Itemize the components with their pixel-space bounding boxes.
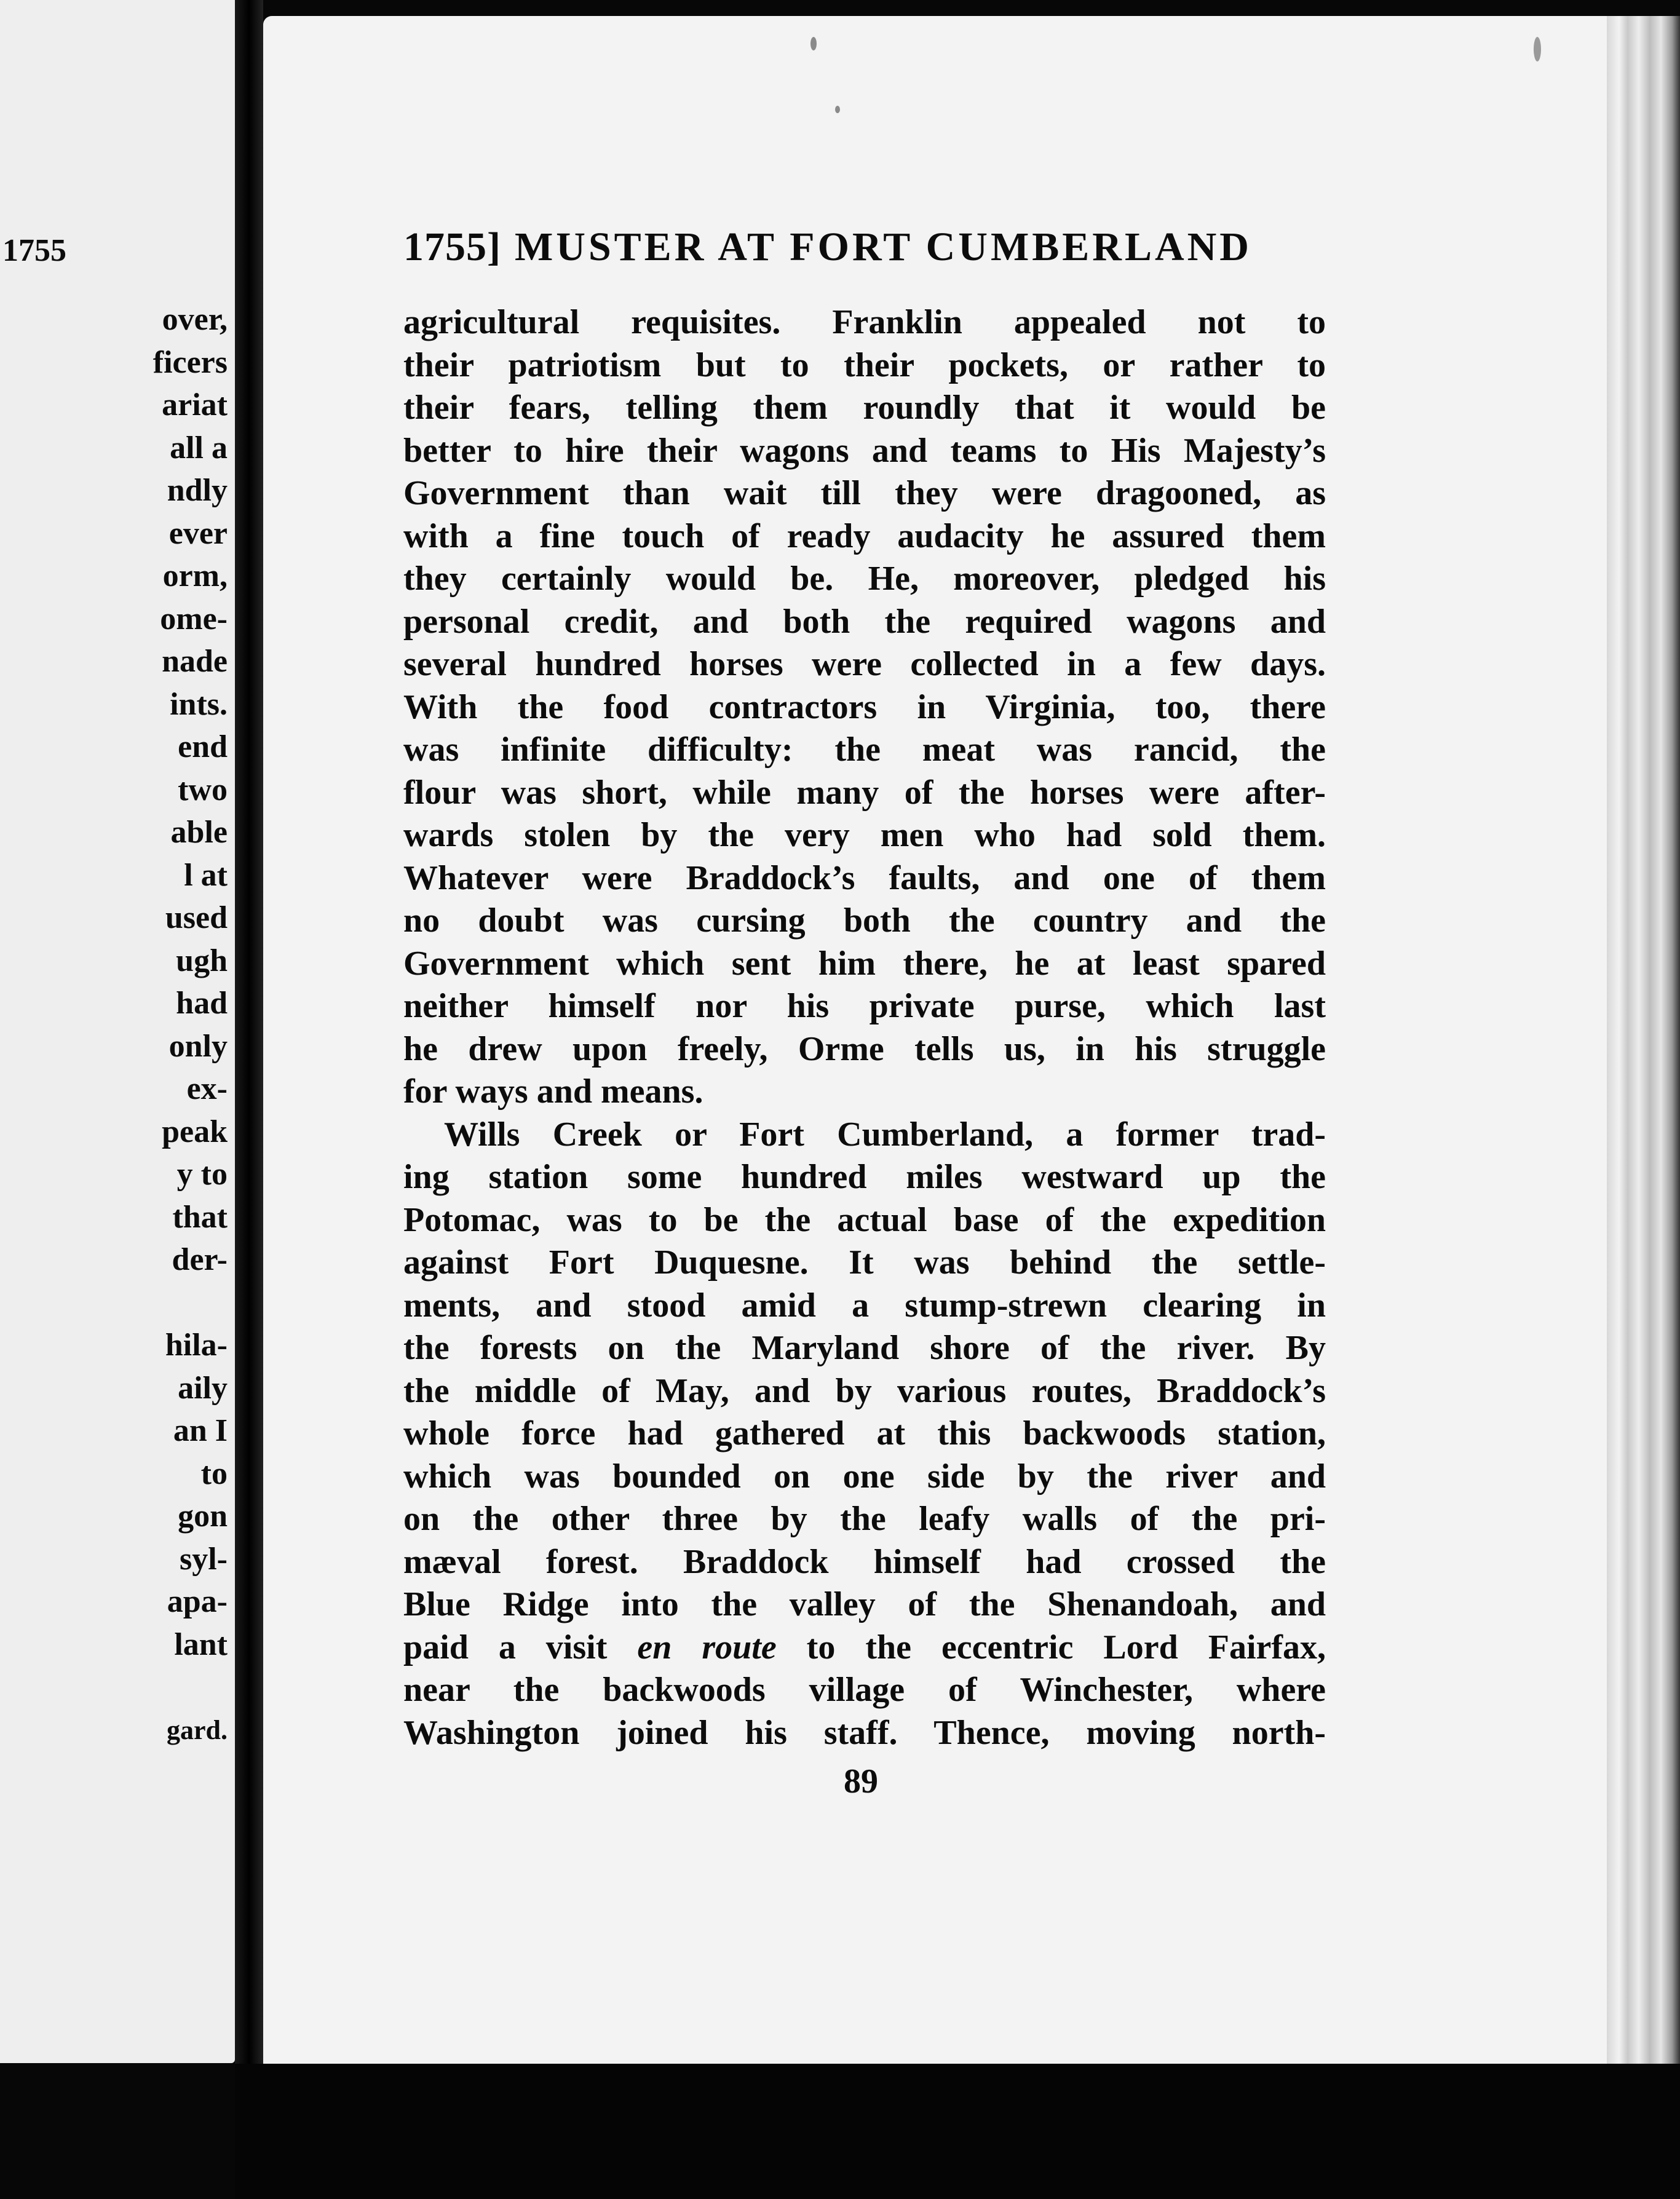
left-page-line: der-: [172, 1242, 228, 1277]
text-line: which was bounded on one side by the river and: [403, 1457, 1326, 1496]
bottom-shadow: [235, 2064, 1680, 2199]
smudge-mark: [1534, 37, 1541, 61]
text-line: on the other three by the leafy walls of the pri-: [403, 1500, 1326, 1538]
running-head: [403, 223, 1289, 272]
left-page-line: ariat: [162, 387, 228, 422]
left-page-line: an I: [173, 1413, 228, 1448]
text-line: they certainly would be. He, moreover, pledged his: [403, 560, 1326, 598]
text-line: several hundred horses were collected in a few days.: [403, 645, 1326, 683]
left-page-header: 1755: [2, 233, 66, 268]
left-page-line: ome-: [160, 601, 228, 636]
text-line: Potomac, was to be the actual base of the expedition: [403, 1200, 1326, 1239]
left-page-line: to: [200, 1456, 228, 1491]
left-page-fragment: [0, 0, 235, 2063]
left-page-line: end: [178, 729, 228, 764]
text-line: with a fine touch of ready audacity he assured them: [403, 517, 1326, 555]
text-line: better to hire their wagons and teams to His Majesty’s: [403, 431, 1326, 470]
text-line: he drew upon freely, Orme tells us, in his struggle: [403, 1029, 1326, 1068]
text-line: personal credit, and both the required wagons and: [403, 602, 1326, 641]
left-page-line: gard.: [167, 1714, 228, 1745]
text-line: agricultural requisites. Franklin appealed not to: [403, 303, 1326, 341]
left-page-line: orm,: [162, 558, 228, 593]
left-page-line: ever: [168, 515, 228, 551]
line-segment: to the eccentric Lord Fairfax,: [776, 1628, 1326, 1666]
text-line: Government which sent him there, he at least spared: [403, 944, 1326, 983]
left-page-line: used: [165, 900, 228, 935]
text-line: flour was short, while many of the horses were after-: [403, 773, 1326, 812]
text-line: neither himself nor his private purse, which last: [403, 987, 1326, 1025]
text-line: their patriotism but to their pockets, or rather to: [403, 346, 1326, 384]
left-page-line: aily: [178, 1370, 228, 1406]
text-line: ing station some hundred miles westward up the: [403, 1158, 1326, 1196]
left-page-line: peak: [162, 1114, 228, 1149]
left-page-line: nade: [162, 644, 228, 679]
text-line: wards stolen by the very men who had sold them.: [403, 816, 1326, 854]
text-line: was infinite difficulty: the meat was rancid, the: [403, 731, 1326, 769]
text-line: Washington joined his staff. Thence, moving north-: [403, 1713, 1326, 1752]
running-head-year: 1755]: [403, 224, 501, 269]
text-line: no doubt was cursing both the country and the: [403, 901, 1326, 940]
page-edges: [1607, 16, 1680, 2064]
left-page-line: over,: [162, 302, 228, 337]
paragraph-end-line: for ways and means.: [403, 1072, 703, 1111]
italic-phrase: en route: [637, 1628, 777, 1666]
line-segment: paid a visit: [403, 1628, 638, 1666]
body-text: [403, 301, 1326, 1754]
left-page-line: all a: [170, 430, 228, 466]
left-page-line: y to: [176, 1157, 228, 1192]
left-page-line: that: [172, 1199, 228, 1235]
text-line-with-italic: [403, 1626, 1326, 1670]
smudge-mark: [835, 106, 840, 113]
left-page-line: ficers: [153, 344, 228, 380]
left-page-line: lant: [174, 1626, 228, 1662]
left-page-line: two: [178, 772, 228, 807]
left-page-line: ex-: [186, 1071, 228, 1106]
text-line: near the backwoods village of Winchester, where: [403, 1671, 1326, 1709]
text-line: mæval forest. Braddock himself had crossed the: [403, 1542, 1326, 1581]
left-page-line: able: [170, 815, 228, 850]
smudge-mark: [810, 37, 817, 50]
left-page-line: ints.: [170, 686, 228, 722]
left-page-line: hila-: [165, 1328, 228, 1363]
text-line: Blue Ridge into the valley of the Shenandoah, and: [403, 1585, 1326, 1623]
text-line: ments, and stood amid a stump-strewn clearing in: [403, 1286, 1326, 1325]
left-page-line: apa-: [167, 1584, 228, 1619]
page-number: 89: [844, 1762, 878, 1801]
left-page-line: l at: [184, 857, 228, 893]
left-page-line: syl-: [180, 1541, 228, 1577]
text-line: whole force had gathered at this backwoods station,: [403, 1414, 1326, 1452]
text-line: With the food contractors in Virginia, too, there: [403, 687, 1326, 726]
text-line: Government than wait till they were dragooned, as: [403, 474, 1326, 512]
book-gutter: [235, 0, 263, 2199]
text-line: the middle of May, and by various routes, Braddock’s: [403, 1371, 1326, 1410]
text-line: against Fort Duquesne. It was behind the settle-: [403, 1243, 1326, 1282]
text-line: the forests on the Maryland shore of the river. By: [403, 1329, 1326, 1367]
text-line: their fears, telling them roundly that it would be: [403, 389, 1326, 427]
text-line: Whatever were Braddock’s faults, and one of them: [403, 858, 1326, 897]
left-page-line: only: [168, 1028, 228, 1064]
left-page-line: ndly: [167, 473, 228, 508]
paragraph-start-line: Wills Creek or Fort Cumberland, a former trad-: [444, 1115, 1326, 1154]
left-page-line: ugh: [176, 943, 228, 978]
left-page-line: gon: [178, 1499, 228, 1534]
left-page-line: had: [176, 986, 228, 1021]
running-head-title: MUSTER AT FORT CUMBERLAND: [514, 224, 1252, 269]
